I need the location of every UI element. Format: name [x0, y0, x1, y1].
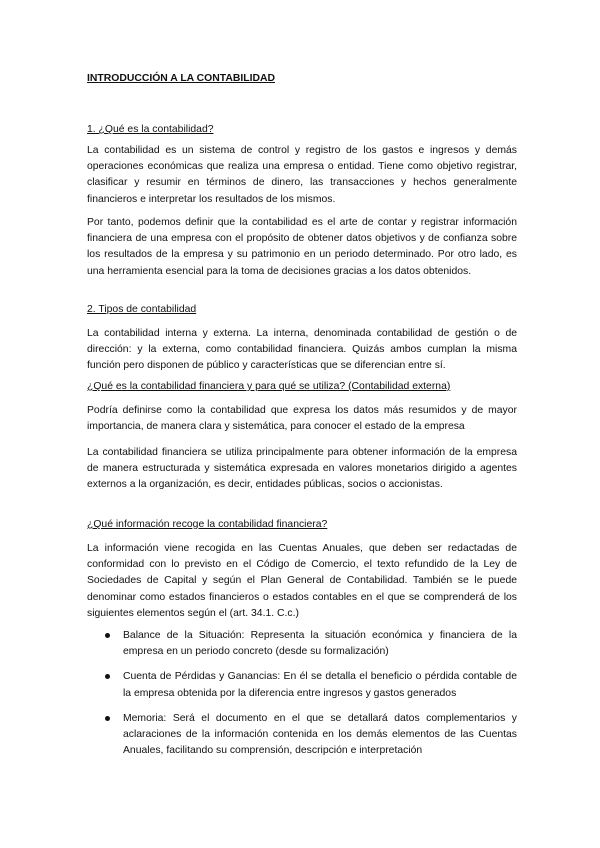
section-4-heading: ¿Qué información recoge la contabilidad financiera? [87, 519, 328, 530]
bullet-icon [105, 674, 110, 679]
section-2-heading: 2. Tipos de contabilidad [87, 304, 197, 315]
bullet-icon [105, 716, 110, 721]
list-item [87, 628, 517, 660]
list-item-text: Balance de la Situación: Representa la situación económica y financiera de la empresa en un periodo concreto (desde su formalización) [123, 630, 517, 658]
page-title: INTRODUCCIÓN A LA CONTABILIDAD [87, 73, 275, 84]
section-2-paragraph-1: La contabilidad interna y externa. La interna, denominada contabilidad de gestión o de dirección: y la externa, como contabilidad financiera. Quizás ambos cumplan la misma función pero disponen de público y características que se diferencian entre sí. [87, 328, 517, 372]
section-4-paragraph-1: La información viene recogida en las Cuentas Anuales, que deben ser redactadas de conformidad con lo previsto en el Código de Comercio, el texto refundido de la Ley de Sociedades de Capital y según el Plan General de Contabilidad. También se le puede denominar como estados financieros o estados contables en el que se comprenderá de los siguientes elementos según el (art. 34.1. C.c.) [87, 543, 517, 619]
elements-list [87, 628, 517, 768]
section-1-paragraph-2: Por tanto, podemos definir que la contabilidad es el arte de contar y registrar información financiera de una empresa con el propósito de obtener datos objetivos y de confianza sobre los resultados de la empresa y su patrimonio en un periodo determinado. Por otro lado, es una herramienta esencial para la toma de decisiones gracias a los datos obtenidos. [87, 217, 517, 277]
list-item [87, 711, 517, 760]
section-3-paragraph-2: La contabilidad financiera se utiliza principalmente para obtener información de la empresa de manera estructurada y sistemática expresada en valores monetarios dirigido a agentes externos a la organización, es decir, entidades públicas, socios o accionistas. [87, 447, 517, 491]
list-item-text: Cuenta de Pérdidas y Ganancias: En él se detalla el beneficio o pérdida contable de la empresa obtenida por la diferencia entre ingresos y gastos generados [123, 671, 517, 699]
section-3-heading: ¿Qué es la contabilidad financiera y para qué se utiliza? (Contabilidad externa) [87, 381, 451, 392]
section-1-paragraph-1: La contabilidad es un sistema de control y registro de los gastos e ingresos y demás operaciones económicas que realiza una empresa o entidad. Tiene como objetivo registrar, clasificar y resumir en términos de dinero, las transacciones y hechos generalmente financieros e interpretar los resultados de los mismos. [87, 145, 517, 205]
bullet-icon [105, 633, 110, 638]
section-3-paragraph-1: Podría definirse como la contabilidad que expresa los datos más resumidos y de mayor importancia, de manera clara y sistemática, para conocer el estado de la empresa [87, 405, 517, 433]
list-item [87, 669, 517, 701]
list-item-text: Memoria: Será el documento en el que se detallará datos complementarios y aclaraciones de la información contenida en los demás elementos de las Cuentas Anuales, facilitando su comprensión, descripción e interpretación [123, 712, 517, 757]
section-1-heading: 1. ¿Qué es la contabilidad? [87, 124, 214, 135]
